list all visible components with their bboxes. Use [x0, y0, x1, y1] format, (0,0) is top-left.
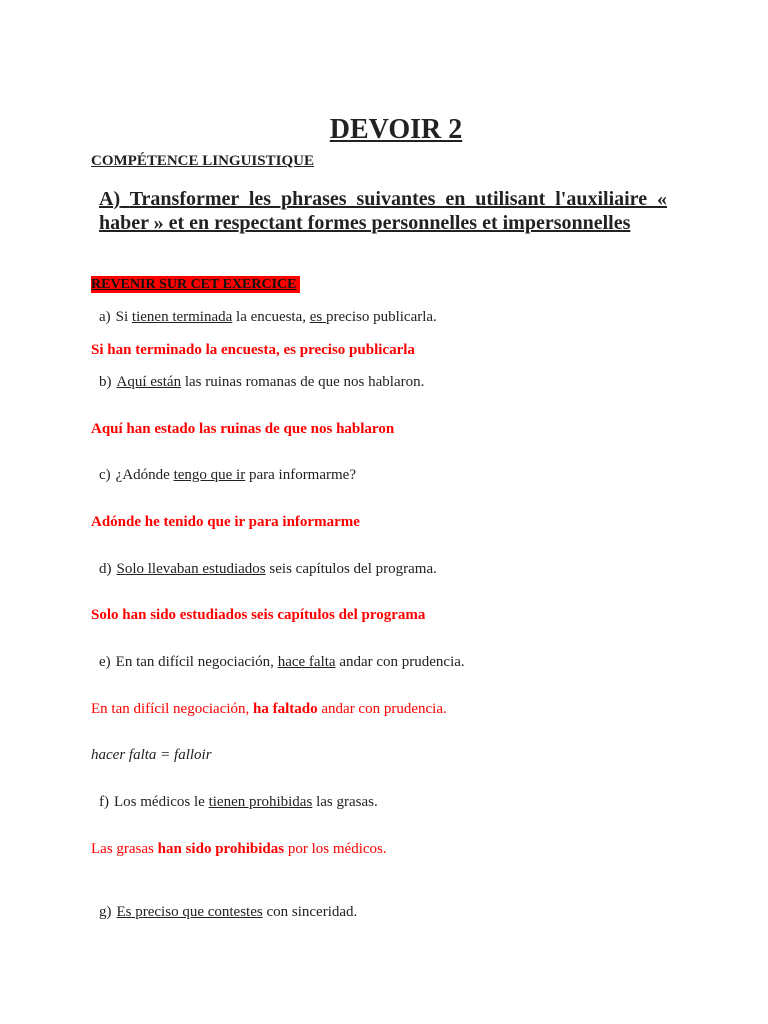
- answer-c: Adónde he tenido que ir para informarme: [91, 514, 360, 530]
- question-label: c): [99, 467, 111, 483]
- answer-d: Solo han sido estudiados seis capítulos del programa: [91, 607, 426, 623]
- question-b: [99, 374, 424, 391]
- question-text: andar con prudencia.: [335, 654, 465, 670]
- underlined-phrase: tienen prohibidas: [208, 794, 313, 810]
- answer-text: En tan difícil negociación,: [91, 701, 254, 717]
- question-text: las ruinas romanas de que nos hablaron.: [181, 374, 425, 390]
- question-text: para informarme?: [245, 467, 356, 483]
- question-c: [99, 467, 356, 484]
- question-label: d): [99, 561, 112, 577]
- translation-note: hacer falta = falloir: [91, 747, 212, 763]
- question-label: g): [99, 904, 112, 920]
- exercise-heading: [99, 187, 667, 235]
- underlined-phrase: tienen terminada: [131, 309, 233, 325]
- question-label: f): [99, 794, 109, 810]
- answer-bold-text: ha faltado: [253, 701, 318, 717]
- underlined-phrase: Solo llevaban estudiados: [116, 561, 266, 577]
- question-text: seis capítulos del programa.: [265, 561, 437, 577]
- revisit-banner: REVENIR SUR CET EXERCICE: [91, 276, 300, 293]
- answer-text: andar con prudencia.: [317, 701, 447, 717]
- answer-f: [91, 841, 387, 858]
- answer-text: Las grasas: [91, 841, 158, 857]
- underlined-phrase: Es preciso que contestes: [116, 904, 263, 920]
- question-a: [99, 309, 437, 326]
- question-e: [99, 654, 465, 671]
- question-text: Los médicos le: [114, 794, 209, 810]
- question-text: con sinceridad.: [262, 904, 358, 920]
- answer-b: Aquí han estado las ruinas de que nos hablaron: [91, 421, 395, 437]
- section-subtitle: COMPÉTENCE LINGUISTIQUE: [91, 153, 314, 169]
- question-text: Si: [115, 309, 132, 325]
- underlined-phrase: hace falta: [277, 654, 336, 670]
- answer-e: [91, 701, 447, 718]
- answer-bold-text: han sido prohibidas: [157, 841, 285, 857]
- question-text: En tan difícil negociación,: [115, 654, 278, 670]
- exercise-instruction: Transformer les phrases suivantes en utilisant l'auxiliaire « haber » et en respectant formes personnelles et impersonnelles: [99, 188, 668, 234]
- question-label: e): [99, 654, 111, 670]
- question-g: [99, 904, 357, 921]
- question-f: [99, 794, 378, 811]
- exercise-marker: A): [99, 188, 121, 210]
- underlined-phrase: tengo que ir: [173, 467, 246, 483]
- question-text: las grasas.: [312, 794, 378, 810]
- question-text: preciso publicarla.: [326, 309, 437, 325]
- question-text: ¿Adónde: [115, 467, 174, 483]
- question-label: b): [99, 374, 112, 390]
- answer-a: Si han terminado la encuesta, es preciso publicarla: [91, 342, 415, 358]
- question-d: [99, 561, 437, 578]
- underlined-phrase: es: [309, 309, 327, 325]
- page-title: DEVOIR 2: [329, 114, 463, 145]
- underlined-phrase: Aquí están: [116, 374, 182, 390]
- question-label: a): [99, 309, 111, 325]
- answer-text: por los médicos.: [284, 841, 387, 857]
- question-text: la encuesta,: [232, 309, 310, 325]
